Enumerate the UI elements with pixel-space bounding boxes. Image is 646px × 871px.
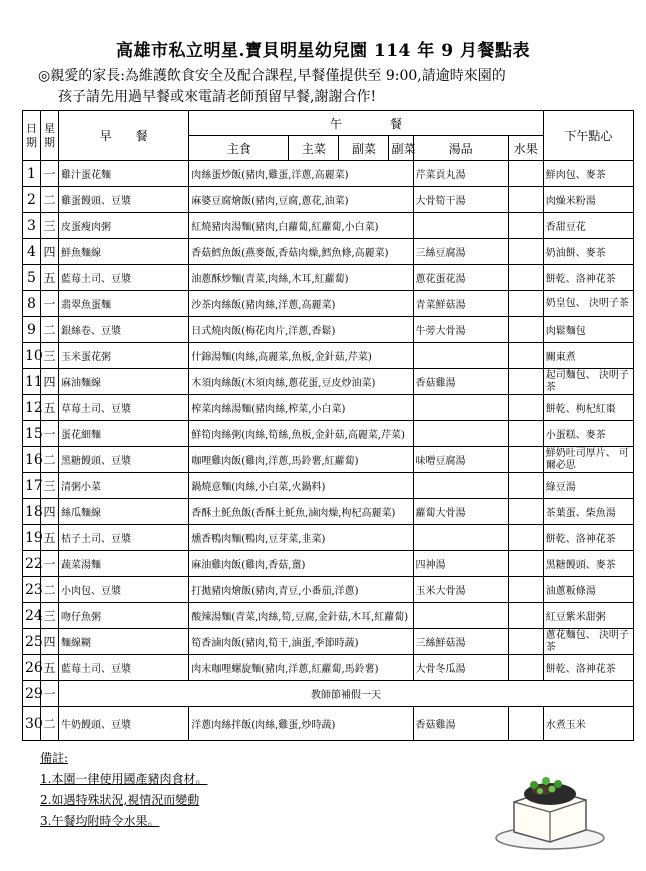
notice-line-1: ◎親愛的家長:為維護飲食安全及配合課程,早餐僅提供至 9:00,請逾時來園的	[38, 68, 506, 84]
lunch-cell: 木須肉絲飯(木須肉絲,蔥花蛋,豆皮炒油菜)	[189, 369, 413, 395]
soup-cell	[413, 603, 508, 629]
header-snack: 下午點心	[543, 111, 633, 161]
day-cell: 25	[23, 629, 41, 655]
header-staple: 主食	[189, 136, 289, 161]
soup-cell	[413, 395, 508, 421]
weekday-cell: 四	[41, 499, 59, 525]
snack-cell: 起司麵包、 決明子茶	[543, 369, 633, 395]
snack-cell: 茶葉蛋、柴魚湯	[543, 499, 633, 525]
meal-table	[22, 110, 634, 741]
breakfast-cell: 吻仔魚粥	[59, 603, 189, 629]
breakfast-cell: 牛奶饅頭、豆漿	[59, 707, 189, 741]
day-cell: 17	[23, 473, 41, 499]
table-row	[23, 473, 634, 499]
table-row	[23, 525, 634, 551]
table-row	[23, 161, 634, 187]
snack-cell: 奶油餅、麥茶	[543, 239, 633, 265]
lunch-cell: 沙茶肉絲飯(豬肉絲,洋蔥,高麗菜)	[189, 291, 413, 317]
snack-cell: 奶皇包、 決明子茶	[543, 291, 633, 317]
soup-cell: 香菇雞湯	[413, 707, 508, 741]
day-cell: 30	[23, 707, 41, 741]
fruit-cell	[508, 421, 543, 447]
snack-cell: 香甜豆花	[543, 213, 633, 239]
day-cell: 12	[23, 395, 41, 421]
lunch-cell: 麻婆豆腐燴飯(豬肉,豆腐,蔥花,油菜)	[189, 187, 413, 213]
breakfast-cell: 翡翠魚蛋麵	[59, 291, 189, 317]
fruit-cell	[508, 213, 543, 239]
table-row	[23, 603, 634, 629]
lunch-cell: 燻香鴨肉麵(鴨肉,豆芽菜,韭菜)	[189, 525, 413, 551]
table-row	[23, 395, 634, 421]
fruit-cell	[508, 707, 543, 741]
lunch-cell: 紅燒豬肉湯麵(豬肉,白蘿蔔,紅蘿蔔,小白菜)	[189, 213, 413, 239]
fruit-cell	[508, 551, 543, 577]
header-side-dish-1: 副菜	[339, 136, 389, 161]
header-weekday: 星期	[41, 111, 59, 161]
breakfast-cell: 皮蛋瘦肉粥	[59, 213, 189, 239]
breakfast-cell: 雞汁蛋花麵	[59, 161, 189, 187]
snack-cell: 蔥花麵包、 決明子茶	[543, 629, 633, 655]
day-cell: 15	[23, 421, 41, 447]
breakfast-cell: 雞蛋饅頭、豆漿	[59, 187, 189, 213]
table-row	[23, 317, 634, 343]
notes-heading: 備註:	[40, 751, 69, 765]
day-cell: 10	[23, 343, 41, 369]
table-row	[23, 577, 634, 603]
header-day: 日期	[23, 111, 41, 161]
breakfast-cell: 鮮魚麵線	[59, 239, 189, 265]
fruit-cell	[508, 265, 543, 291]
header-breakfast: 早 餐	[59, 111, 189, 161]
weekday-cell: 四	[41, 369, 59, 395]
breakfast-cell: 黑糖饅頭、豆漿	[59, 447, 189, 473]
weekday-cell: 三	[41, 603, 59, 629]
snack-cell: 鮮肉包、麥茶	[543, 161, 633, 187]
breakfast-cell: 麵線糊	[59, 629, 189, 655]
note-1: 1.本園一律使用國產豬肉食材。	[40, 772, 208, 786]
weekday-cell: 二	[41, 577, 59, 603]
snack-cell: 肉燥米粉湯	[543, 187, 633, 213]
snack-cell: 水煮玉米	[543, 707, 633, 741]
table-row	[23, 499, 634, 525]
soup-cell: 蘿蔔大骨湯	[413, 499, 508, 525]
table-row	[23, 213, 634, 239]
soup-cell: 青菜鮮菇湯	[413, 291, 508, 317]
day-cell: 18	[23, 499, 41, 525]
fruit-cell	[508, 655, 543, 681]
soup-cell	[413, 473, 508, 499]
soup-cell: 四神湯	[413, 551, 508, 577]
snack-cell: 鮮奶吐司厚片、 可爾必思	[543, 447, 633, 473]
lunch-cell: 洋蔥肉絲拌飯(肉絲,雞蛋,炒時蔬)	[189, 707, 413, 741]
snack-cell: 關東煮	[543, 343, 633, 369]
day-cell: 22	[23, 551, 41, 577]
snack-cell: 餅乾、洛神花茶	[543, 265, 633, 291]
lunch-cell: 香酥土魠魚飯(香酥土魠魚,滷肉燥,枸杞高麗菜)	[189, 499, 413, 525]
lunch-cell: 麻油雞肉飯(雞肉,香菇,薑)	[189, 551, 413, 577]
table-row	[23, 187, 634, 213]
lunch-cell: 鮮筍肉絲粥(肉絲,筍絲,魚板,金針菇,高麗菜,芹菜)	[189, 421, 413, 447]
fruit-cell	[508, 187, 543, 213]
weekday-cell: 四	[41, 239, 59, 265]
table-row	[23, 447, 634, 473]
page-title: 高雄市私立明星.寶貝明星幼兒園 114 年 9 月餐點表	[116, 41, 530, 61]
table-row	[23, 629, 634, 655]
table-row	[23, 291, 634, 317]
weekday-cell: 三	[41, 473, 59, 499]
weekday-cell: 二	[41, 447, 59, 473]
breakfast-cell: 藍莓土司、豆漿	[59, 265, 189, 291]
soup-cell: 芹菜貢丸湯	[413, 161, 508, 187]
fruit-cell	[508, 343, 543, 369]
day-cell: 8	[23, 291, 41, 317]
weekday-cell: 一	[41, 551, 59, 577]
fruit-cell	[508, 395, 543, 421]
holiday-cell: 教師節補假一天	[59, 681, 634, 707]
table-row	[23, 343, 634, 369]
lunch-cell: 香菇鱈魚飯(燕麥飯,香菇肉燥,鱈魚條,高麗菜)	[189, 239, 413, 265]
lunch-cell: 酸辣湯麵(青菜,肉絲,筍,豆腐,金針菇,木耳,紅蘿蔔)	[189, 603, 413, 629]
fruit-cell	[508, 577, 543, 603]
soup-cell: 三絲豆腐湯	[413, 239, 508, 265]
table-row	[23, 421, 634, 447]
header-lunch: 午 餐	[189, 111, 544, 136]
snack-cell: 餅乾、洛神花茶	[543, 525, 633, 551]
day-cell: 29	[23, 681, 41, 707]
header-side-dish-2: 副菜	[389, 136, 413, 161]
fruit-cell	[508, 603, 543, 629]
snack-cell: 小蛋糕、麥茶	[543, 421, 633, 447]
table-row	[23, 655, 634, 681]
breakfast-cell: 絲瓜麵線	[59, 499, 189, 525]
breakfast-cell: 玉米蛋花粥	[59, 343, 189, 369]
lunch-cell: 日式燒肉飯(梅花肉片,洋蔥,香鬆)	[189, 317, 413, 343]
day-cell: 9	[23, 317, 41, 343]
lunch-cell: 榨菜肉絲湯麵(豬肉絲,榨菜,小白菜)	[189, 395, 413, 421]
table-row	[23, 239, 634, 265]
notice-line-2: 孩子請先用過早餐或來電請老師預留早餐,謝謝合作!	[58, 89, 377, 105]
fruit-cell	[508, 239, 543, 265]
breakfast-cell: 蛋花細麵	[59, 421, 189, 447]
snack-cell: 綠豆湯	[543, 473, 633, 499]
fruit-cell	[508, 291, 543, 317]
day-cell: 11	[23, 369, 41, 395]
lunch-cell: 什錦湯麵(肉絲,高麗菜,魚板,金針菇,芹菜)	[189, 343, 413, 369]
fruit-cell	[508, 499, 543, 525]
soup-cell	[413, 343, 508, 369]
weekday-cell: 五	[41, 525, 59, 551]
snack-cell: 紅豆紫米甜粥	[543, 603, 633, 629]
lunch-cell: 咖哩雞肉飯(雞肉,洋蔥,馬鈴薯,紅蘿蔔)	[189, 447, 413, 473]
fruit-cell	[508, 317, 543, 343]
weekday-cell: 三	[41, 213, 59, 239]
table-row	[23, 369, 634, 395]
lunch-cell: 鍋燒意麵(肉絲,小白菜,火鍋料)	[189, 473, 413, 499]
day-cell: 1	[23, 161, 41, 187]
breakfast-cell: 草莓土司、豆漿	[59, 395, 189, 421]
weekday-cell: 五	[41, 395, 59, 421]
soup-cell: 蔥花蛋花湯	[413, 265, 508, 291]
soup-cell: 香菇雞湯	[413, 369, 508, 395]
weekday-cell: 二	[41, 707, 59, 741]
lunch-cell: 肉末咖哩螺旋麵(豬肉,洋蔥,紅蘿蔔,馬鈴薯)	[189, 655, 413, 681]
soup-cell: 玉米大骨湯	[413, 577, 508, 603]
weekday-cell: 二	[41, 187, 59, 213]
fruit-cell	[508, 525, 543, 551]
weekday-cell: 一	[41, 161, 59, 187]
soup-cell: 牛蒡大骨湯	[413, 317, 508, 343]
fruit-cell	[508, 369, 543, 395]
note-3: 3.午餐均附時令水果。	[40, 814, 160, 828]
day-cell: 19	[23, 525, 41, 551]
tofu-with-century-egg-icon	[494, 760, 606, 850]
table-row	[23, 707, 634, 741]
breakfast-cell: 桔子土司、豆漿	[59, 525, 189, 551]
lunch-cell: 肉絲蛋炒飯(豬肉,雞蛋,洋蔥,高麗菜)	[189, 161, 413, 187]
breakfast-cell: 清粥小菜	[59, 473, 189, 499]
notes-section	[40, 748, 207, 832]
table-row	[23, 551, 634, 577]
snack-cell: 黑糖饅頭、麥茶	[543, 551, 633, 577]
soup-cell: 味噌豆腐湯	[413, 447, 508, 473]
fruit-cell	[508, 473, 543, 499]
weekday-cell: 一	[41, 421, 59, 447]
table-row	[23, 681, 634, 707]
fruit-cell	[508, 447, 543, 473]
day-cell: 26	[23, 655, 41, 681]
fruit-cell	[508, 629, 543, 655]
weekday-cell: 一	[41, 291, 59, 317]
table-row	[23, 265, 634, 291]
snack-cell: 油蔥粄條湯	[543, 577, 633, 603]
weekday-cell: 五	[41, 655, 59, 681]
header-soup: 湯品	[413, 136, 508, 161]
day-cell: 3	[23, 213, 41, 239]
soup-cell: 大骨筍干湯	[413, 187, 508, 213]
weekday-cell: 四	[41, 629, 59, 655]
snack-cell: 餅乾、洛神花茶	[543, 655, 633, 681]
weekday-cell: 二	[41, 317, 59, 343]
breakfast-cell: 銀絲卷、豆漿	[59, 317, 189, 343]
lunch-cell: 筍香滷肉飯(豬肉,筍干,滷蛋,季節時蔬)	[189, 629, 413, 655]
header-main-dish: 主菜	[289, 136, 339, 161]
fruit-cell	[508, 161, 543, 187]
soup-cell: 大骨冬瓜湯	[413, 655, 508, 681]
breakfast-cell: 藍莓土司、豆漿	[59, 655, 189, 681]
soup-cell: 三絲鮮菇湯	[413, 629, 508, 655]
breakfast-cell: 麻油麵線	[59, 369, 189, 395]
lunch-cell: 油蔥酥炒麵(青菜,肉絲,木耳,紅蘿蔔)	[189, 265, 413, 291]
snack-cell: 餅乾、枸杞紅棗	[543, 395, 633, 421]
day-cell: 5	[23, 265, 41, 291]
note-2: 2.如遇特殊狀況,視情況而變動	[40, 793, 200, 807]
breakfast-cell: 蔬菜湯麵	[59, 551, 189, 577]
day-cell: 23	[23, 577, 41, 603]
weekday-cell: 五	[41, 265, 59, 291]
day-cell: 2	[23, 187, 41, 213]
soup-cell	[413, 421, 508, 447]
snack-cell: 肉鬆麵包	[543, 317, 633, 343]
day-cell: 24	[23, 603, 41, 629]
soup-cell	[413, 525, 508, 551]
day-cell: 16	[23, 447, 41, 473]
breakfast-cell: 小肉包、豆漿	[59, 577, 189, 603]
weekday-cell: 一	[41, 681, 59, 707]
soup-cell	[413, 213, 508, 239]
parent-notice	[38, 66, 628, 108]
day-cell: 4	[23, 239, 41, 265]
weekday-cell: 三	[41, 343, 59, 369]
header-fruit: 水果	[508, 136, 543, 161]
lunch-cell: 打拋豬肉燴飯(豬肉,青豆,小番茄,洋蔥)	[189, 577, 413, 603]
